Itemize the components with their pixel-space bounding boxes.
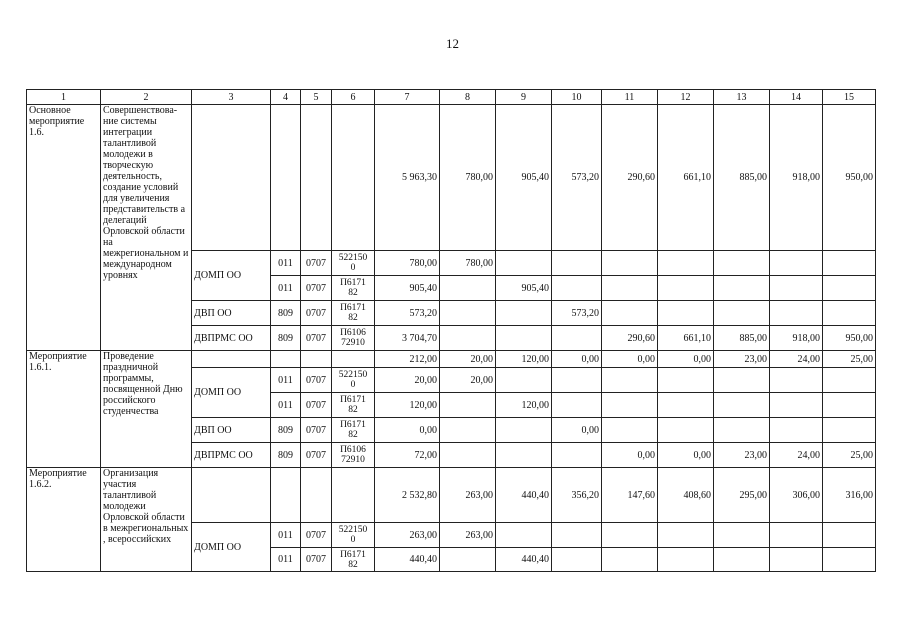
col-header: 15 <box>823 90 876 105</box>
article-code-cell: 522150 0 <box>332 368 375 393</box>
section-code-cell: 0707 <box>301 418 332 443</box>
article-code-cell: П6171 82 <box>332 276 375 301</box>
amount-cell <box>658 418 714 443</box>
total-cell <box>271 468 301 523</box>
event-name: Совершенствова-ние системы интеграции талантливой молодежи в творческую деятельность, создание условий для увеличения представительств а делегаций Орловской области на межрегиональном и международном уровнях <box>101 105 192 351</box>
col-header: 3 <box>192 90 271 105</box>
gov-code-cell: 011 <box>271 523 301 548</box>
amount-cell: 290,60 <box>602 326 658 351</box>
amount-cell <box>714 548 770 572</box>
amount-cell: 0,00 <box>375 418 440 443</box>
col-header: 13 <box>714 90 770 105</box>
section-code-cell: 0707 <box>301 251 332 276</box>
executor-name: ДВПРМС ОО <box>192 326 271 351</box>
amount-cell <box>714 301 770 326</box>
event-total-row <box>27 351 876 368</box>
article-code-cell: П6106 72910 <box>332 443 375 468</box>
amount-cell <box>440 418 496 443</box>
gov-code-cell: 011 <box>271 276 301 301</box>
amount-cell <box>770 523 823 548</box>
total-cell <box>271 351 301 368</box>
col-header: 7 <box>375 90 440 105</box>
amount-cell: 950,00 <box>823 326 876 351</box>
amount-cell <box>602 393 658 418</box>
amount-cell <box>714 418 770 443</box>
section-code-cell: 0707 <box>301 393 332 418</box>
amount-cell <box>823 523 876 548</box>
total-cell: 408,60 <box>658 468 714 523</box>
amount-cell <box>552 368 602 393</box>
gov-code-cell: 809 <box>271 443 301 468</box>
amount-cell: 263,00 <box>440 523 496 548</box>
total-cell: 23,00 <box>714 351 770 368</box>
gov-code-cell: 011 <box>271 393 301 418</box>
total-cell: 885,00 <box>714 105 770 251</box>
amount-cell: 23,00 <box>714 443 770 468</box>
amount-cell <box>770 418 823 443</box>
amount-cell: 573,20 <box>552 301 602 326</box>
total-cell: 661,10 <box>658 105 714 251</box>
col-header: 5 <box>301 90 332 105</box>
amount-cell <box>658 368 714 393</box>
total-cell <box>192 468 271 523</box>
amount-cell <box>440 548 496 572</box>
total-cell: 0,00 <box>552 351 602 368</box>
col-header: 12 <box>658 90 714 105</box>
article-code-cell: П6171 82 <box>332 393 375 418</box>
total-cell: 950,00 <box>823 105 876 251</box>
section-code-cell: 0707 <box>301 276 332 301</box>
total-cell: 2 532,80 <box>375 468 440 523</box>
article-code-cell: П6106 72910 <box>332 326 375 351</box>
executor-name: ДВПРМС ОО <box>192 443 271 468</box>
section-code-cell: 0707 <box>301 301 332 326</box>
amount-cell <box>823 393 876 418</box>
amount-cell: 780,00 <box>375 251 440 276</box>
amount-cell: 20,00 <box>375 368 440 393</box>
gov-code-cell: 809 <box>271 326 301 351</box>
amount-cell <box>658 301 714 326</box>
amount-cell: 263,00 <box>375 523 440 548</box>
amount-cell <box>552 251 602 276</box>
gov-code-cell: 809 <box>271 301 301 326</box>
gov-code-cell: 809 <box>271 418 301 443</box>
amount-cell <box>602 548 658 572</box>
total-cell <box>271 105 301 251</box>
total-cell <box>332 351 375 368</box>
event-id: Мероприятие 1.6.1. <box>27 351 101 468</box>
executor-name: ДОМП ОО <box>192 368 271 418</box>
total-cell: 573,20 <box>552 105 602 251</box>
amount-cell <box>496 418 552 443</box>
amount-cell <box>770 548 823 572</box>
amount-cell <box>552 393 602 418</box>
executor-name: ДОМП ОО <box>192 523 271 572</box>
amount-cell <box>714 393 770 418</box>
article-code-cell: 522150 0 <box>332 523 375 548</box>
col-header: 2 <box>101 90 192 105</box>
executor-name: ДВП ОО <box>192 418 271 443</box>
amount-cell: 25,00 <box>823 443 876 468</box>
total-cell: 290,60 <box>602 105 658 251</box>
page-number: 12 <box>446 36 459 51</box>
amount-cell: 440,40 <box>375 548 440 572</box>
event-name: Проведение праздничной программы, посвященной Дню российского студенчества <box>101 351 192 468</box>
amount-cell <box>714 523 770 548</box>
total-cell <box>301 105 332 251</box>
amount-cell <box>823 251 876 276</box>
total-cell <box>301 351 332 368</box>
amount-cell <box>552 443 602 468</box>
total-cell: 147,60 <box>602 468 658 523</box>
amount-cell: 918,00 <box>770 326 823 351</box>
total-cell: 306,00 <box>770 468 823 523</box>
total-cell: 316,00 <box>823 468 876 523</box>
amount-cell: 440,40 <box>496 548 552 572</box>
amount-cell <box>770 301 823 326</box>
amount-cell <box>496 443 552 468</box>
amount-cell <box>658 548 714 572</box>
amount-cell <box>496 301 552 326</box>
amount-cell <box>602 368 658 393</box>
amount-cell <box>714 368 770 393</box>
amount-cell <box>440 326 496 351</box>
col-header: 10 <box>552 90 602 105</box>
col-header: 4 <box>271 90 301 105</box>
total-cell <box>332 105 375 251</box>
total-cell: 120,00 <box>496 351 552 368</box>
amount-cell <box>496 251 552 276</box>
col-header: 8 <box>440 90 496 105</box>
col-header: 1 <box>27 90 101 105</box>
amount-cell: 661,10 <box>658 326 714 351</box>
amount-cell <box>602 276 658 301</box>
amount-cell: 120,00 <box>496 393 552 418</box>
gov-code-cell: 011 <box>271 548 301 572</box>
amount-cell <box>552 548 602 572</box>
amount-cell: 120,00 <box>375 393 440 418</box>
amount-cell <box>602 523 658 548</box>
amount-cell <box>658 276 714 301</box>
amount-cell: 20,00 <box>440 368 496 393</box>
total-cell: 0,00 <box>602 351 658 368</box>
total-cell: 25,00 <box>823 351 876 368</box>
amount-cell: 780,00 <box>440 251 496 276</box>
amount-cell: 72,00 <box>375 443 440 468</box>
article-code-cell: П6171 82 <box>332 418 375 443</box>
amount-cell <box>552 326 602 351</box>
amount-cell <box>823 418 876 443</box>
amount-cell <box>770 368 823 393</box>
header-row <box>27 90 876 105</box>
total-cell: 295,00 <box>714 468 770 523</box>
event-total-row <box>27 468 876 523</box>
budget-table <box>26 89 876 572</box>
section-code-cell: 0707 <box>301 548 332 572</box>
total-cell: 780,00 <box>440 105 496 251</box>
section-code-cell: 0707 <box>301 368 332 393</box>
gov-code-cell: 011 <box>271 368 301 393</box>
total-cell: 905,40 <box>496 105 552 251</box>
col-header: 11 <box>602 90 658 105</box>
section-code-cell: 0707 <box>301 523 332 548</box>
amount-cell <box>602 251 658 276</box>
budget-body <box>27 105 876 572</box>
event-id: Мероприятие 1.6.2. <box>27 468 101 572</box>
event-id: Основное мероприятие 1.6. <box>27 105 101 351</box>
amount-cell <box>770 251 823 276</box>
total-cell: 212,00 <box>375 351 440 368</box>
amount-cell: 905,40 <box>496 276 552 301</box>
total-cell: 20,00 <box>440 351 496 368</box>
total-cell <box>192 105 271 251</box>
total-cell: 0,00 <box>658 351 714 368</box>
article-code-cell: П6171 82 <box>332 301 375 326</box>
amount-cell <box>440 393 496 418</box>
amount-cell: 0,00 <box>552 418 602 443</box>
amount-cell <box>714 276 770 301</box>
amount-cell <box>496 368 552 393</box>
amount-cell <box>658 523 714 548</box>
amount-cell <box>496 523 552 548</box>
amount-cell <box>602 418 658 443</box>
amount-cell: 3 704,70 <box>375 326 440 351</box>
section-code-cell: 0707 <box>301 443 332 468</box>
amount-cell <box>552 523 602 548</box>
total-cell <box>192 351 271 368</box>
amount-cell: 885,00 <box>714 326 770 351</box>
amount-cell: 905,40 <box>375 276 440 301</box>
executor-name: ДОМП ОО <box>192 251 271 301</box>
amount-cell <box>552 276 602 301</box>
amount-cell <box>440 443 496 468</box>
col-header: 14 <box>770 90 823 105</box>
amount-cell <box>496 326 552 351</box>
total-cell: 5 963,30 <box>375 105 440 251</box>
total-cell: 440,40 <box>496 468 552 523</box>
executor-name: ДВП ОО <box>192 301 271 326</box>
total-cell: 918,00 <box>770 105 823 251</box>
amount-cell <box>770 393 823 418</box>
amount-cell: 573,20 <box>375 301 440 326</box>
amount-cell: 24,00 <box>770 443 823 468</box>
amount-cell <box>823 368 876 393</box>
article-code-cell: 522150 0 <box>332 251 375 276</box>
article-code-cell: П6171 82 <box>332 548 375 572</box>
amount-cell <box>658 251 714 276</box>
total-cell: 356,20 <box>552 468 602 523</box>
total-cell: 263,00 <box>440 468 496 523</box>
amount-cell: 0,00 <box>602 443 658 468</box>
amount-cell <box>823 301 876 326</box>
col-header: 9 <box>496 90 552 105</box>
amount-cell: 0,00 <box>658 443 714 468</box>
total-cell <box>332 468 375 523</box>
total-cell <box>301 468 332 523</box>
event-total-row <box>27 105 876 251</box>
amount-cell <box>714 251 770 276</box>
amount-cell <box>823 276 876 301</box>
amount-cell <box>658 393 714 418</box>
section-code-cell: 0707 <box>301 326 332 351</box>
amount-cell <box>602 301 658 326</box>
amount-cell <box>770 276 823 301</box>
gov-code-cell: 011 <box>271 251 301 276</box>
total-cell: 24,00 <box>770 351 823 368</box>
amount-cell <box>440 301 496 326</box>
amount-cell <box>440 276 496 301</box>
amount-cell <box>823 548 876 572</box>
col-header: 6 <box>332 90 375 105</box>
event-name: Организация участия талантливой молодежи Орловской области в межрегиональных , всероссийских <box>101 468 192 572</box>
